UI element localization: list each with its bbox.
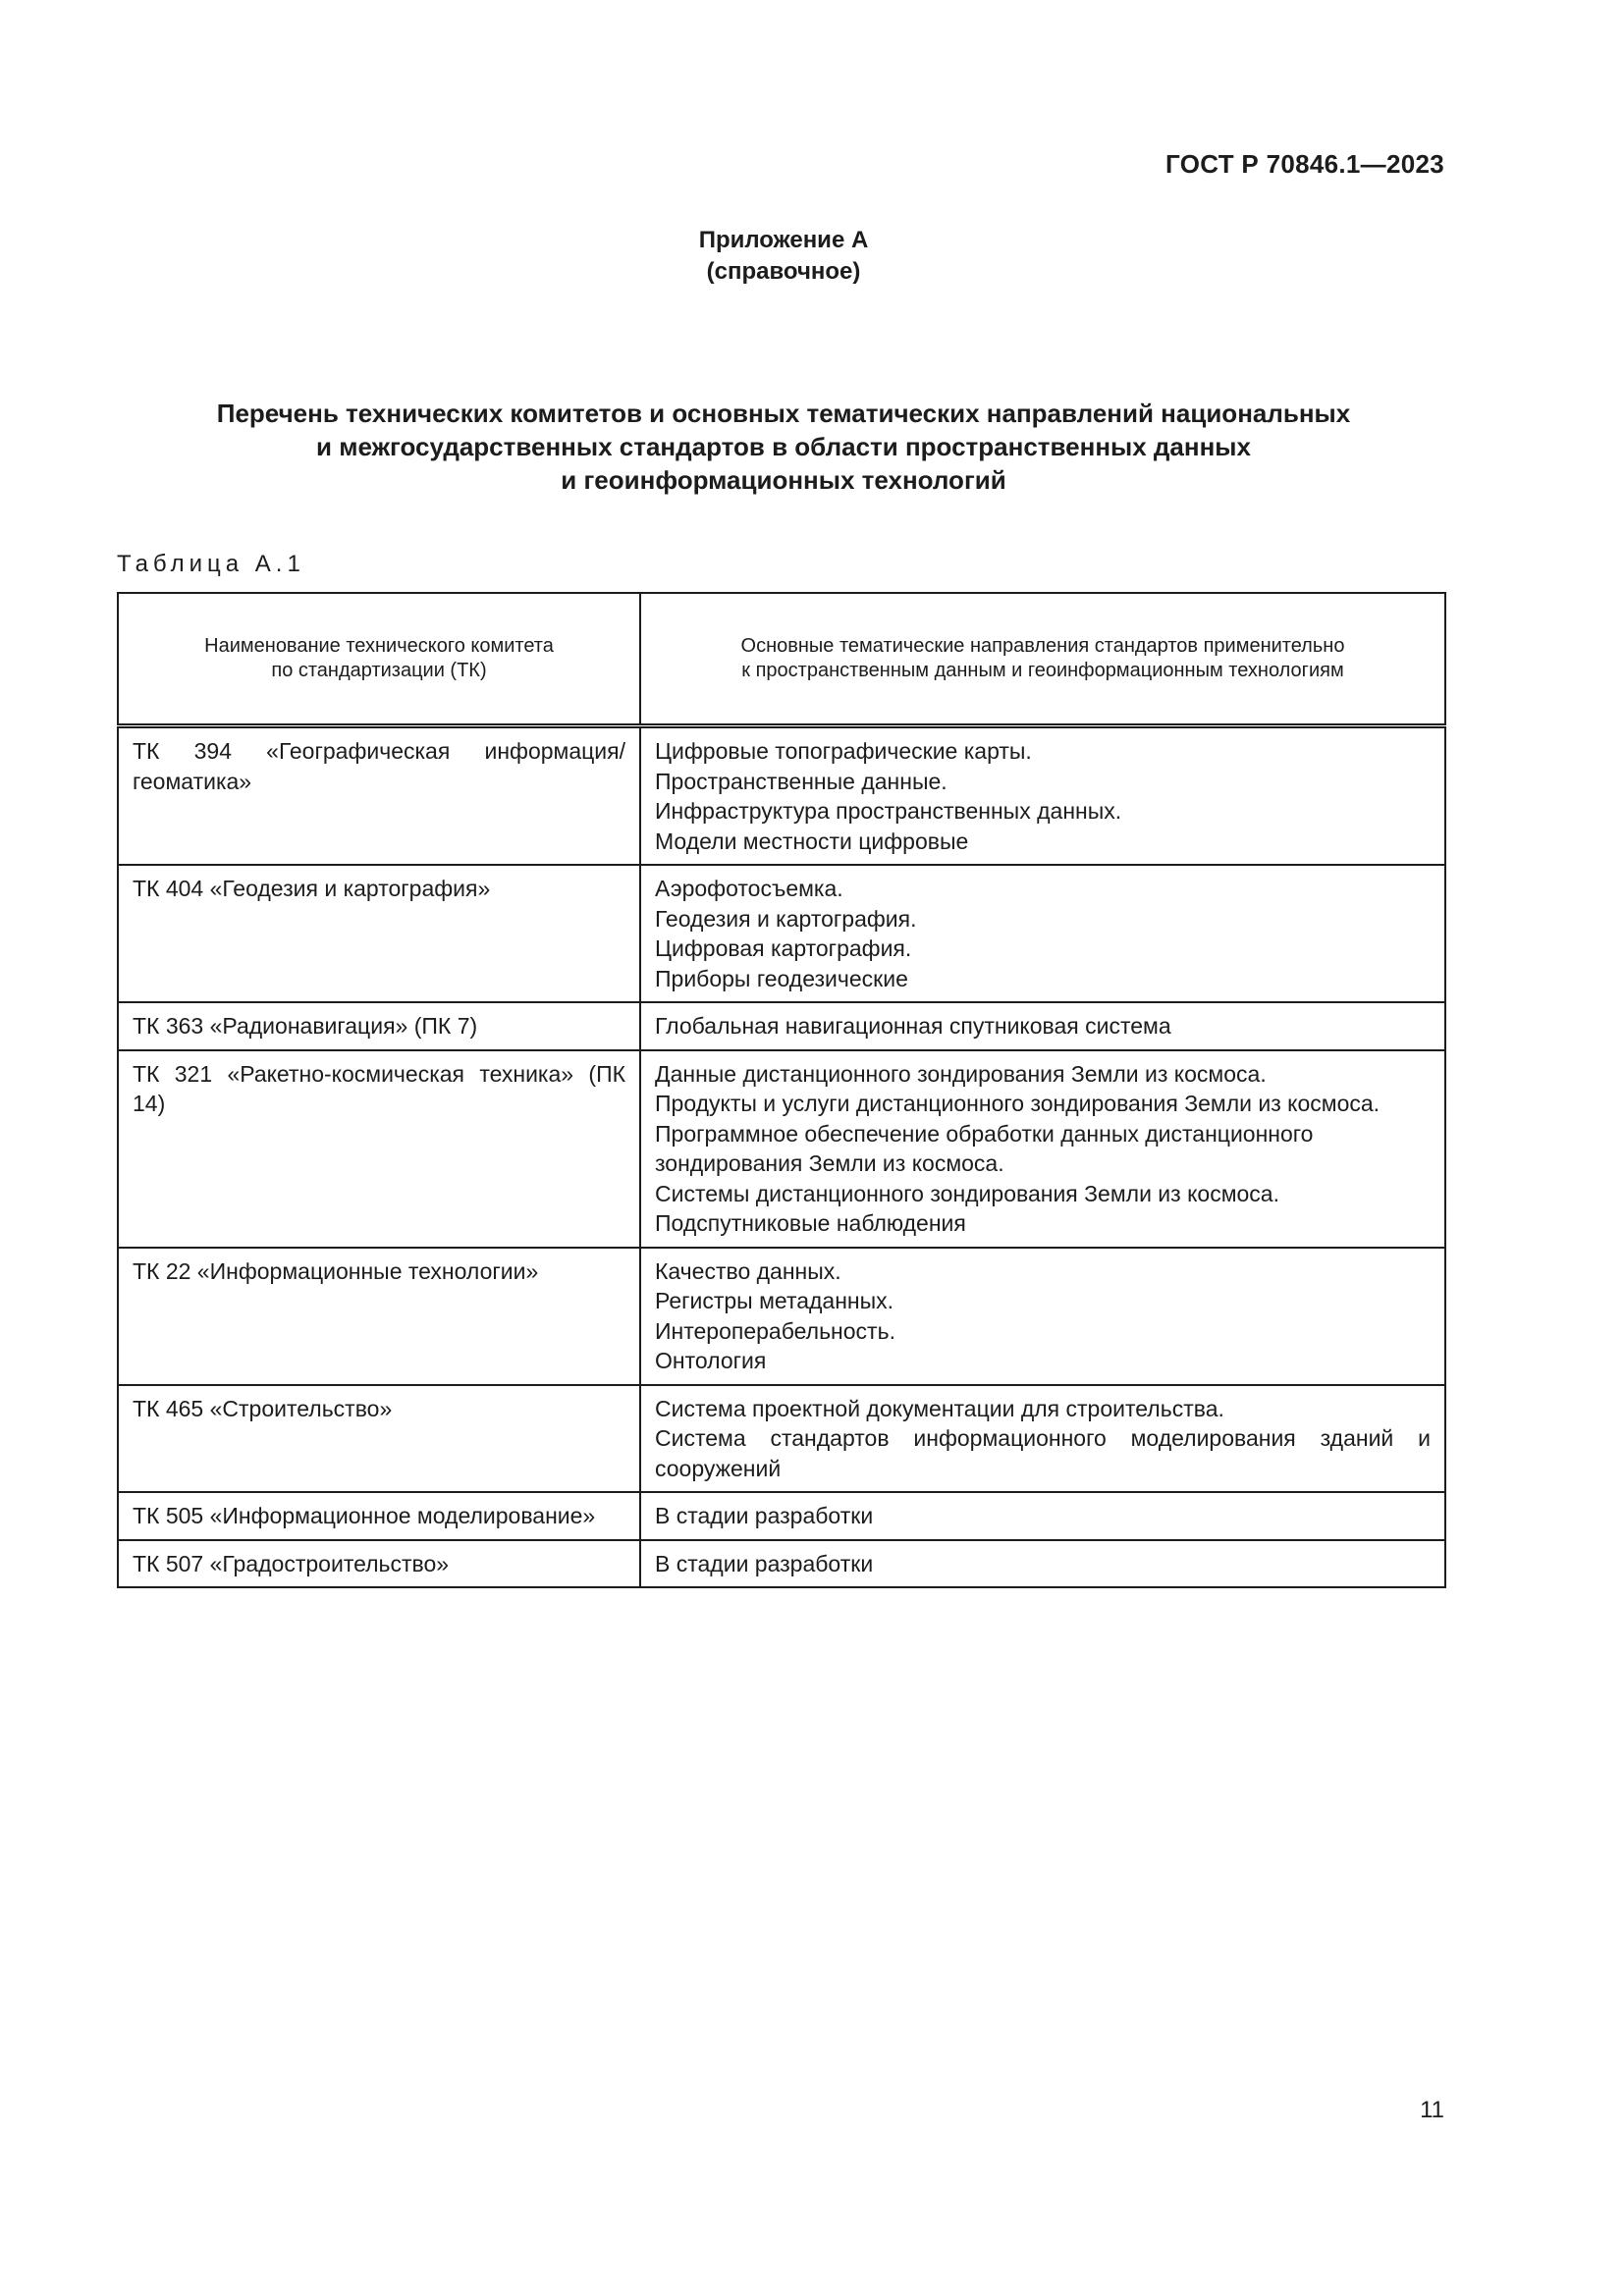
committee-cell: ТК 321 «Ракетно-космическая техника» (ПК 14) — [118, 1050, 640, 1248]
direction-item: Качество данных. — [655, 1257, 841, 1284]
annex-title: Приложение А — [698, 227, 869, 253]
table-caption: Таблица А.1 — [117, 551, 305, 577]
table-row — [118, 1540, 1445, 1588]
directions-cell — [640, 1385, 1445, 1493]
committee-cell: ТК 507 «Градостроительство» — [118, 1540, 640, 1588]
direction-item: Подспутниковые наблюдения — [655, 1210, 966, 1236]
committee-cell: ТК 465 «Строительство» — [118, 1385, 640, 1493]
direction-item: Интероперабельность. — [655, 1317, 895, 1344]
annex-subtitle: (справочное) — [706, 258, 861, 285]
header-text-line: к пространственным данным и геоинформационным технологиям — [741, 660, 1344, 681]
direction-item: Глобальная навигационная спутниковая система — [655, 1013, 1171, 1039]
direction-item: Цифровая картография. — [655, 935, 912, 961]
direction-item: Онтология — [655, 1348, 767, 1373]
directions-cell — [640, 1492, 1445, 1540]
directions-cell — [640, 1002, 1445, 1050]
document-title-line: Перечень технических комитетов и основных тематических направлений национальных — [216, 399, 1351, 428]
header-committee — [118, 593, 640, 726]
directions-cell — [640, 1540, 1445, 1588]
committee-cell: ТК 363 «Радионавигация» (ПК 7) — [118, 1002, 640, 1050]
header-directions — [640, 593, 1445, 726]
document-code: ГОСТ Р 70846.1—2023 — [1165, 149, 1444, 179]
annex-heading — [0, 225, 1567, 288]
direction-item: Продукты и услуги дистанционного зондирования Земли из космоса. — [655, 1091, 1380, 1116]
page-number: 11 — [1420, 2097, 1444, 2123]
direction-item: Цифровые топографические карты. — [655, 738, 1032, 764]
committees-table — [117, 592, 1446, 1588]
table-row — [118, 1050, 1445, 1248]
document-title-line: и геоинформационных технологий — [561, 465, 1006, 495]
directions-cell — [640, 1050, 1445, 1248]
direction-item: Модели местности цифровые — [655, 828, 969, 854]
committee-cell: ТК 505 «Информационное моделирование» — [118, 1492, 640, 1540]
direction-item: Геодезия и картография. — [655, 905, 917, 932]
direction-item: Пространственные данные. — [655, 768, 947, 794]
table-row — [118, 865, 1445, 1002]
table-row — [118, 1385, 1445, 1493]
header-text-line: Наименование технического комитета — [204, 635, 554, 657]
direction-item: Инфраструктура пространственных данных. — [655, 798, 1122, 824]
direction-item: Система проектной документации для строительства. — [655, 1395, 1224, 1421]
committee-cell: ТК 22 «Информационные технологии» — [118, 1248, 640, 1385]
table-row — [118, 1492, 1445, 1540]
table-header-row — [118, 593, 1445, 726]
direction-item: В стадии разработки — [655, 1503, 874, 1528]
header-text-line: по стандартизации (ТК) — [271, 660, 487, 681]
header-text-line: Основные тематические направления стандартов применительно — [740, 635, 1345, 657]
table-row — [118, 726, 1445, 866]
directions-cell — [640, 1248, 1445, 1385]
directions-cell — [640, 726, 1445, 866]
directions-cell — [640, 865, 1445, 1002]
direction-item: Система стандартов информационного моделирования зданий и сооружений — [655, 1425, 1431, 1481]
direction-item: В стадии разработки — [655, 1550, 874, 1576]
direction-item: Программное обеспечение обработки данных дистанционного зондирования Земли из космоса. — [655, 1120, 1314, 1176]
direction-item: Системы дистанционного зондирования Земли из космоса. — [655, 1180, 1279, 1206]
direction-item: Регистры метаданных. — [655, 1288, 894, 1313]
document-title — [0, 397, 1567, 497]
committee-cell: ТК 404 «Геодезия и картография» — [118, 865, 640, 1002]
table-row — [118, 1002, 1445, 1050]
document-title-line: и межгосударственных стандартов в области пространственных данных — [316, 432, 1251, 461]
direction-item: Аэрофотосъемка. — [655, 876, 843, 901]
direction-item: Приборы геодезические — [655, 965, 908, 991]
committee-cell: ТК 394 «Географическая информация/геоматика» — [118, 726, 640, 866]
table-row — [118, 1248, 1445, 1385]
direction-item: Данные дистанционного зондирования Земли из космоса. — [655, 1060, 1267, 1087]
